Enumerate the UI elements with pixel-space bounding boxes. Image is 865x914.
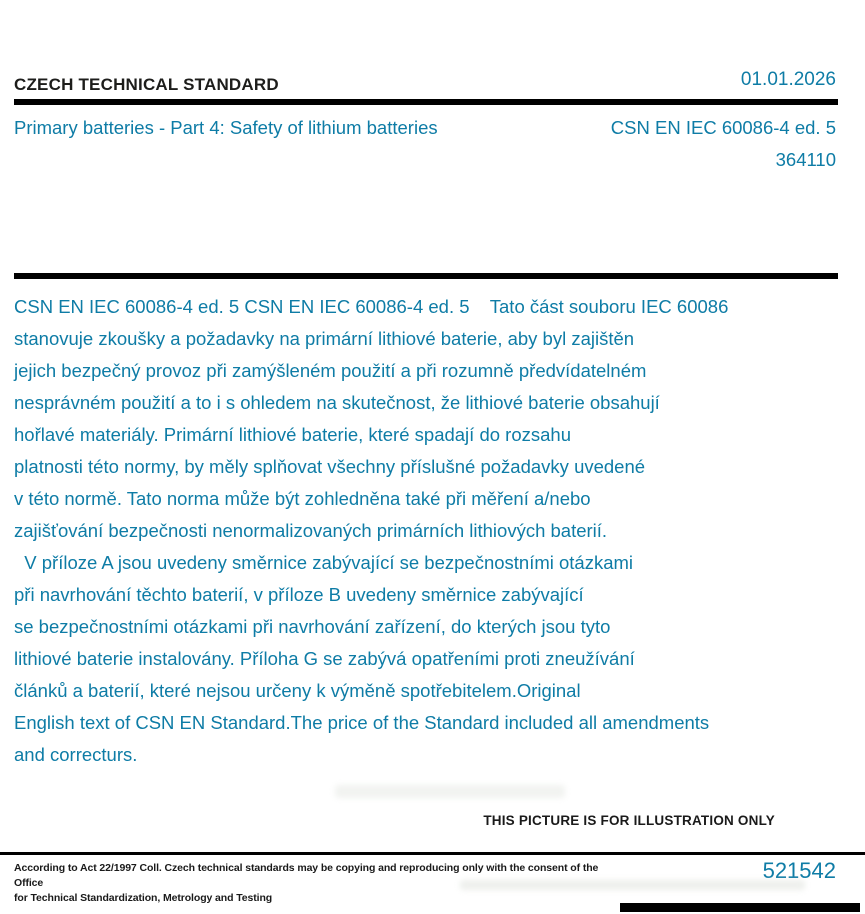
body-text-line: při navrhování těchto baterií, v příloze B uvedeny směrnice zabývající: [14, 584, 584, 605]
abstract-text: [14, 291, 854, 771]
body-text-line: nesprávném použití a to i s ohledem na skutečnost, že lithiové baterie obsahují: [14, 392, 660, 413]
copyright-notice-line: for Technical Standardization, Metrology and Testing: [14, 892, 273, 904]
footer-rule: [0, 852, 865, 855]
standard-designation: CSN EN IEC 60086-4 ed. 5: [610, 117, 836, 138]
body-text-line: zajišťování bezpečnosti nenormalizovaných primárních lithiových baterií.: [14, 520, 608, 541]
bottom-rule: [620, 903, 860, 912]
watermark-smudge: [335, 785, 565, 798]
standard-class-number: 364110: [775, 149, 836, 170]
illustration-only-note: THIS PICTURE IS FOR ILLUSTRATION ONLY: [483, 813, 775, 828]
body-text-line: stanovuje zkoušky a požadavky na primární lithiové baterie, aby byl zajištěn: [14, 328, 635, 349]
body-text-line: platnosti této normy, by měly splňovat všechny příslušné požadavky uvedené: [14, 456, 646, 477]
body-text-line: and correcturs.: [14, 744, 138, 765]
body-text-line: CSN EN IEC 60086-4 ed. 5 CSN EN IEC 60086-4 ed. 5 Tato část souboru IEC 60086: [14, 296, 729, 317]
body-text-line: v této normě. Tato norma může být zohledněna také při měření a/nebo: [14, 488, 591, 509]
body-text-line: hořlavé materiály. Primární lithiové baterie, které spadají do rozsahu: [14, 424, 571, 445]
copyright-notice-line: According to Act 22/1997 Coll. Czech technical standards may be copying and reproducing only with the consent of the Office: [14, 862, 599, 889]
watermark-smudge: [460, 880, 805, 890]
standard-name: Primary batteries - Part 4: Safety of lithium batteries: [14, 117, 438, 138]
body-text-line: článků a baterií, které nejsou určeny k výměně spotřebitelem.Original: [14, 680, 581, 701]
body-text-line: English text of CSN EN Standard.The price of the Standard included all amendments: [14, 712, 710, 733]
page-title: CZECH TECHNICAL STANDARD: [14, 75, 279, 94]
body-text-line: lithiové baterie instalovány. Příloha G se zabývá opatřeními proti zneužívání: [14, 648, 635, 669]
body-text-line: V příloze A jsou uvedeny směrnice zabývající se bezpečnostními otázkami: [14, 552, 634, 573]
effective-date: 01.01.2026: [740, 69, 836, 90]
body-text-line: se bezpečnostními otázkami při navrhování zařízení, do kterých jsou tyto: [14, 616, 611, 637]
order-number: 521542: [762, 858, 836, 883]
mid-rule: [14, 273, 838, 279]
body-text-line: jejich bezpečný provoz při zamýšleném použití a při rozumně předvídatelném: [14, 360, 647, 381]
top-rule: [14, 99, 838, 105]
